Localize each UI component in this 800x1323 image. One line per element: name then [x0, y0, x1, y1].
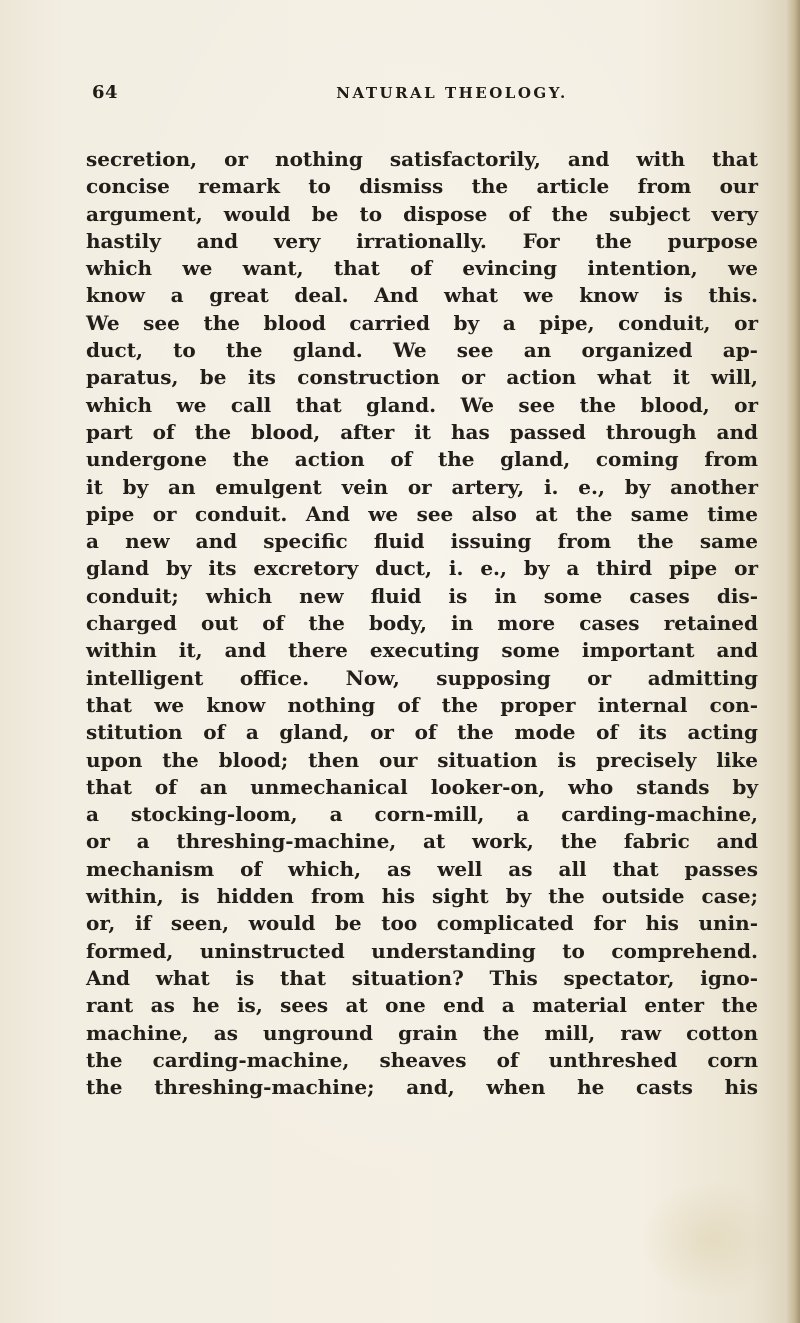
text-line: which we call that gland. We see the blood, or [86, 392, 758, 417]
page-header [92, 82, 752, 112]
text-line: know a great deal. And what we know is this. [86, 283, 758, 308]
text-line: part of the blood, after it has passed through and [86, 419, 758, 444]
text-line: gland by its excretory duct, i. e., by a third pipe or [86, 556, 758, 581]
text-line: concise remark to dismiss the article from our [86, 174, 758, 199]
text-line: rant as he is, sees at one end a material enter the [86, 993, 758, 1018]
text-line: charged out of the body, in more cases retained [86, 611, 758, 636]
text-line: pipe or conduit. And we see also at the same time [86, 501, 758, 526]
text-line: upon the blood; then our situation is precisely like [86, 747, 758, 772]
text-line: stitution of a gland, or of the mode of its acting [86, 720, 758, 745]
text-line: the threshing-machine; and, when he casts his [86, 1075, 758, 1100]
paper-stain [640, 1180, 780, 1300]
page-number: 64 [92, 82, 119, 103]
text-line: undergone the action of the gland, coming from [86, 447, 758, 472]
running-head: NATURAL THEOLOGY. [336, 84, 568, 102]
text-line: paratus, be its construction or action what it will, [86, 365, 758, 390]
text-line: We see the blood carried by a pipe, conduit, or [86, 310, 758, 335]
text-line: within it, and there executing some important and [86, 638, 758, 663]
text-line: it by an emulgent vein or artery, i. e., by another [86, 474, 758, 499]
text-line: which we want, that of evincing intention, we [86, 256, 758, 281]
text-line: machine, as unground grain the mill, raw cotton [86, 1020, 758, 1045]
text-line: a stocking-loom, a corn-mill, a carding-machine, [86, 802, 758, 827]
text-line: the carding-machine, sheaves of unthreshed corn [86, 1047, 758, 1072]
page-edge-shadow [786, 0, 800, 1323]
body-paragraph [86, 146, 758, 1101]
text-line: or a threshing-machine, at work, the fabric and [86, 829, 758, 854]
text-line: conduit; which new fluid is in some cases dis- [86, 583, 758, 608]
text-line: duct, to the gland. We see an organized ap- [86, 338, 758, 363]
text-line: or, if seen, would be too complicated for his unin- [86, 911, 758, 936]
text-line: that we know nothing of the proper internal con- [86, 692, 758, 717]
text-line: within, is hidden from his sight by the outside case; [86, 884, 758, 909]
text-line: a new and specific fluid issuing from the same [86, 529, 758, 554]
text-line: secretion, or nothing satisfactorily, and with that [86, 147, 758, 171]
text-line: that of an unmechanical looker-on, who stands by [86, 774, 758, 799]
text-line: And what is that situation? This spectator, igno- [86, 965, 758, 990]
text-line: hastily and very irrationally. For the purpose [86, 228, 758, 253]
text-line: mechanism of which, as well as all that passes [86, 856, 758, 881]
text-line: intelligent office. Now, supposing or admitting [86, 665, 758, 690]
text-line: argument, would be to dispose of the subject very [86, 201, 758, 226]
text-line: formed, uninstructed understanding to comprehend. [86, 938, 758, 963]
